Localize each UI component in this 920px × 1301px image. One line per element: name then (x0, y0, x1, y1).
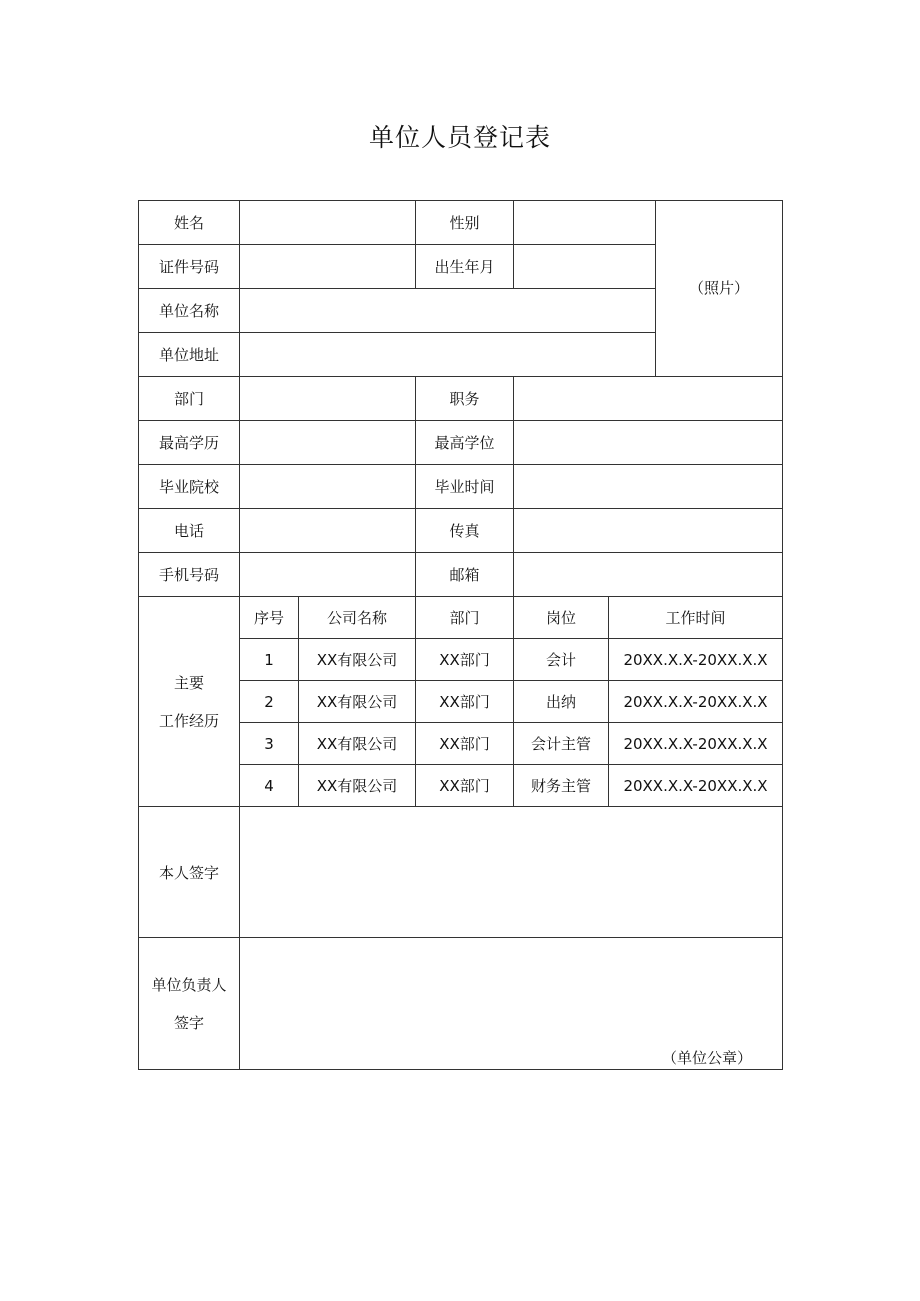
education-field[interactable] (240, 421, 416, 465)
row-post[interactable]: 财务主管 (514, 765, 609, 807)
mobile-label: 手机号码 (139, 553, 240, 597)
unit-name-field[interactable] (240, 289, 656, 333)
row-company[interactable]: XX有限公司 (299, 765, 416, 807)
phone-label: 电话 (139, 509, 240, 553)
fax-field[interactable] (514, 509, 783, 553)
leader-signature-label-line1: 单位负责人 (151, 975, 227, 994)
leader-signature-label (139, 938, 240, 1070)
mobile-field[interactable] (240, 553, 416, 597)
phone-field[interactable] (240, 509, 416, 553)
row-work-time[interactable]: 20XX.X.X-20XX.X.X (609, 681, 783, 723)
header-company: 公司名称 (299, 597, 416, 639)
degree-label: 最高学位 (416, 421, 514, 465)
photo-label: （照片） (688, 279, 749, 297)
degree-field[interactable] (514, 421, 783, 465)
position-field[interactable] (514, 377, 783, 421)
graduation-time-label: 毕业时间 (416, 465, 514, 509)
position-label: 职务 (416, 377, 514, 421)
registration-form (138, 200, 783, 1070)
photo-box[interactable] (656, 201, 783, 377)
row-post[interactable]: 出纳 (514, 681, 609, 723)
page-title: 单位人员登记表 (368, 123, 551, 152)
id-number-field[interactable] (240, 245, 416, 289)
department-field[interactable] (240, 377, 416, 421)
name-field[interactable] (240, 201, 416, 245)
school-label: 毕业院校 (139, 465, 240, 509)
self-signature-label: 本人签字 (139, 807, 240, 938)
birth-date-label: 出生年月 (416, 245, 514, 289)
row-index[interactable]: 2 (240, 681, 299, 723)
row-company[interactable]: XX有限公司 (299, 639, 416, 681)
row-work-time[interactable]: 20XX.X.X-20XX.X.X (609, 723, 783, 765)
leader-signature-field[interactable] (240, 938, 783, 1070)
row-company[interactable]: XX有限公司 (299, 681, 416, 723)
fax-label: 传真 (416, 509, 514, 553)
unit-address-field[interactable] (240, 333, 656, 377)
row-department[interactable]: XX部门 (416, 681, 514, 723)
work-history-label (139, 597, 240, 807)
header-department: 部门 (416, 597, 514, 639)
row-index[interactable]: 4 (240, 765, 299, 807)
self-signature-field[interactable] (240, 807, 783, 938)
graduation-time-field[interactable] (514, 465, 783, 509)
header-work-time: 工作时间 (609, 597, 783, 639)
work-history-label-line1: 主要 (173, 673, 204, 692)
row-work-time[interactable]: 20XX.X.X-20XX.X.X (609, 639, 783, 681)
row-work-time[interactable]: 20XX.X.X-20XX.X.X (609, 765, 783, 807)
row-company[interactable]: XX有限公司 (299, 723, 416, 765)
header-index: 序号 (240, 597, 299, 639)
header-post: 岗位 (514, 597, 609, 639)
email-label: 邮箱 (416, 553, 514, 597)
department-label: 部门 (139, 377, 240, 421)
row-department[interactable]: XX部门 (416, 639, 514, 681)
birth-date-field[interactable] (514, 245, 656, 289)
row-post[interactable]: 会计 (514, 639, 609, 681)
row-index[interactable]: 3 (240, 723, 299, 765)
school-field[interactable] (240, 465, 416, 509)
gender-field[interactable] (514, 201, 656, 245)
id-number-label: 证件号码 (139, 245, 240, 289)
gender-label: 性别 (416, 201, 514, 245)
row-department[interactable]: XX部门 (416, 723, 514, 765)
email-field[interactable] (514, 553, 783, 597)
row-department[interactable]: XX部门 (416, 765, 514, 807)
education-label: 最高学历 (139, 421, 240, 465)
row-post[interactable]: 会计主管 (514, 723, 609, 765)
name-label: 姓名 (139, 201, 240, 245)
unit-address-label: 单位地址 (139, 333, 240, 377)
unit-seal-label: （单位公章） (661, 1049, 752, 1067)
unit-name-label: 单位名称 (139, 289, 240, 333)
row-index[interactable]: 1 (240, 639, 299, 681)
leader-signature-label-line2: 签字 (173, 1013, 204, 1032)
work-history-label-line2: 工作经历 (158, 711, 219, 730)
